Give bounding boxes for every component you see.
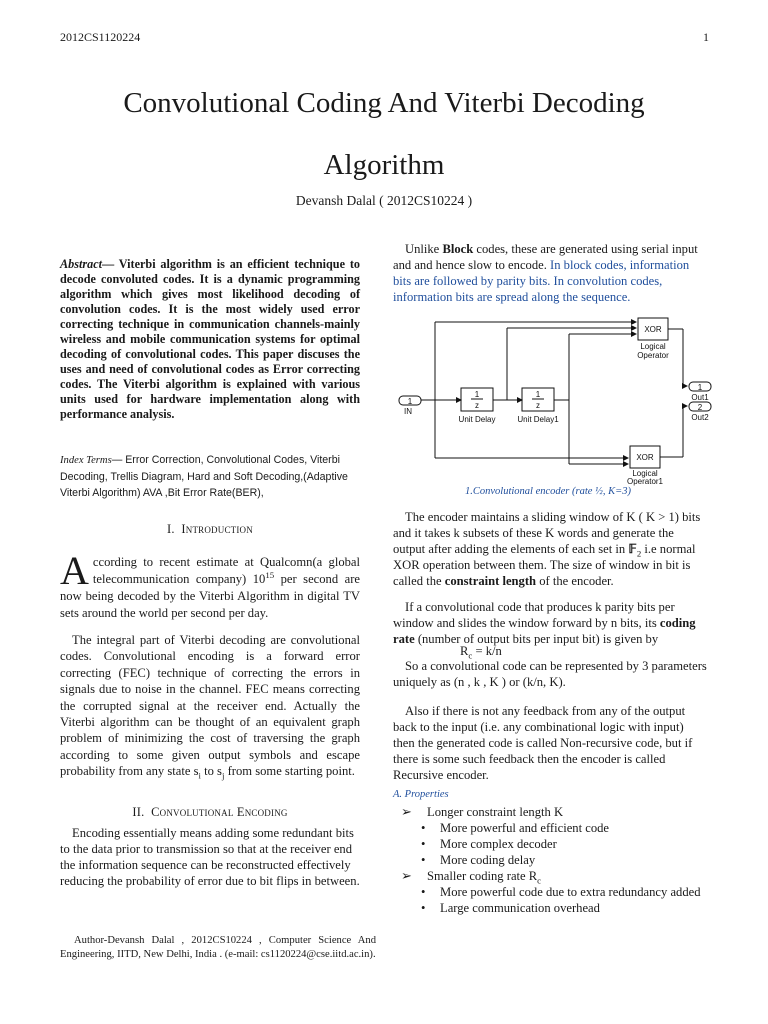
sliding-window-paragraph xyxy=(393,509,705,589)
properties-list xyxy=(393,804,713,916)
running-header: 2012CS1120224 xyxy=(60,30,141,44)
block-codes-paragraph xyxy=(393,241,705,305)
intro-text: to s xyxy=(200,764,222,779)
unit-delay-label: Unit Delay xyxy=(458,415,496,424)
figure-caption: 1.Convolutional encoder (rate ½, K=3) xyxy=(464,486,632,497)
subscript: i xyxy=(198,770,201,781)
subscript: c xyxy=(468,650,473,661)
intro-text: from some starting point. xyxy=(224,764,355,779)
text: (number of output bits per input bit) is given by xyxy=(414,632,659,646)
dot-bullet-icon: • xyxy=(421,885,426,899)
intro-paragraph-2 xyxy=(60,632,360,780)
index-terms-dash: — xyxy=(111,454,123,466)
list-item-text: Smaller coding rate R xyxy=(427,869,538,883)
intro-text: The integral part of Viterbi decoding are convolutional codes. Convolutional encoding is a forward error correcting (FEC) technique of correcting the errors in signals due to noise in the channel. FEC means correcting the corrupted signal at the receiver end. Actually the Viterbi algorithm can be thought of an equivalent graph problem of minimizing the cost of traversing the graph according to some given output symbols and escape probability from any state s xyxy=(60,633,360,779)
text: The encoder maintains a sliding window of K ( K > 1) bits and it takes k subsets of these K words and generate the output after adding the elements of each set in xyxy=(393,510,701,556)
drop-cap: A xyxy=(60,548,89,593)
encoder-diagram xyxy=(393,318,709,486)
abstract-text: Viterbi algorithm is an efficient technique to decode convoluted codes. It is a dynamic programming algorithm which gives most likelihood decoding of convolution codes. It is the most widely used error correcting technique in communication channels-mainly wireless and mobile communication systems for optimal decoding of convolutional codes. This paper discuses the uses and need of convolutional codes as Error correcting codes. The Viterbi algorithm is explained with various units used for hardware implementation along with performance analysis. xyxy=(60,257,360,421)
xor-label: XOR xyxy=(644,325,662,334)
operator-label: Logical xyxy=(640,342,666,351)
encoding-paragraph: Encoding essentially means adding some redundant bits to the data prior to transmission so that at the receiver end the information sequence can be reconstructed effectively reducing the probability of error due to bit flips in between. xyxy=(60,826,360,888)
superscript: 15 xyxy=(265,569,275,580)
text: i.e normal XOR operation between them. The size of window in bit is called the xyxy=(393,542,696,588)
subsection-heading-properties: A. Properties xyxy=(393,789,449,800)
index-terms-lead: Index Terms xyxy=(60,455,112,466)
abstract-dash: — xyxy=(101,257,115,271)
port-number: 1 xyxy=(697,383,703,392)
operator-label: Operator1 xyxy=(626,477,664,486)
list-item xyxy=(393,884,713,900)
dot-bullet-icon: • xyxy=(421,901,426,915)
section-number: I. xyxy=(167,522,175,536)
abstract xyxy=(60,257,360,422)
text: Unlike xyxy=(405,242,443,256)
list-item-text: More powerful code due to extra redundancy added xyxy=(440,885,701,899)
subscript: c xyxy=(537,875,542,886)
list-item-text: Longer constraint length K xyxy=(427,805,564,819)
section-title: Introduction xyxy=(181,522,253,536)
delay-numerator: 1 xyxy=(474,390,480,399)
xor-label: XOR xyxy=(636,453,654,462)
index-terms-text: Error Correction, Convolutional Codes, Viterbi Decoding, Trellis Diagram, Hard and Soft Decoding,(Adaptive Viterbi Algorithm) AVA ,Bit Error Rate(BER), xyxy=(60,454,348,499)
list-item xyxy=(393,900,713,916)
output-label: Out1 xyxy=(691,393,709,402)
section-heading-introduction xyxy=(60,522,360,537)
formula-text: = k/n xyxy=(472,644,502,658)
bold-term: coding rate xyxy=(393,616,696,646)
intro-text: ccording to recent estimate at Qualcomn(a global telecommunication company) 10 xyxy=(92,555,360,586)
field-symbol: 𝔽 xyxy=(628,542,637,556)
section-heading-encoding xyxy=(60,805,360,820)
coding-rate-paragraph xyxy=(393,599,705,647)
intro-paragraph-1 xyxy=(60,548,360,622)
parameters-paragraph: So a convolutional code can be represented by 3 parameters uniquely as (n , k , K ) or (k/n, K). xyxy=(393,659,707,689)
recursive-paragraph: Also if there is not any feedback from any of the output back to the input (i.e. any combinational logic with input) then the generated code is called Non-recursive code, but if there is some such feedback then the encoder is called Recursive encoder. xyxy=(393,704,693,782)
title-line-1: Convolutional Coding And Viterbi Decoding xyxy=(123,87,645,119)
page-number: 1 xyxy=(703,30,709,44)
output-label: Out2 xyxy=(691,413,709,422)
list-item-text: More powerful and efficient code xyxy=(440,821,610,835)
port-number: 1 xyxy=(407,397,413,406)
list-item-text: More coding delay xyxy=(440,853,536,867)
list-item xyxy=(393,852,713,868)
paper-title xyxy=(0,72,768,196)
author-footnote: Author-Devansh Dalal , 2012CS10224 , Computer Science And Engineering, IITD, New Delhi, India . (e-mail: cs1120224@cse.iitd.ac.in). xyxy=(60,935,376,960)
subscript: j xyxy=(221,770,225,781)
dot-bullet-icon: • xyxy=(421,853,426,867)
arrow-bullet-icon: ➢ xyxy=(401,868,412,883)
operator-label: Operator xyxy=(637,351,669,360)
intro-text: per second are now being decoded by the Viterbi Algorithm in digital TV sets around the world per second per day. xyxy=(60,572,360,620)
delay-numerator: 1 xyxy=(535,390,541,399)
author-line: Devansh Dalal ( 2012CS10224 ) xyxy=(295,193,473,208)
delay-denominator: z xyxy=(536,401,540,410)
subscript: 2 xyxy=(636,548,642,559)
arrow-bullet-icon: ➢ xyxy=(401,804,412,819)
bold-term: Block xyxy=(442,242,474,256)
abstract-lead: Abstract xyxy=(60,257,102,271)
formula-symbol: R xyxy=(460,644,469,658)
section-title: Convolutional Encoding xyxy=(151,805,288,819)
section-number: II. xyxy=(132,805,145,819)
list-item xyxy=(393,804,713,820)
text: of the encoder. xyxy=(536,574,614,588)
text: If a convolutional code that produces k parity bits per window and slides the window forward by n bits, its xyxy=(393,600,675,630)
delay-denominator: z xyxy=(475,401,479,410)
index-terms xyxy=(60,452,360,501)
operator-label: Logical xyxy=(632,469,658,478)
dot-bullet-icon: • xyxy=(421,837,426,851)
list-item-text: More complex decoder xyxy=(440,837,557,851)
bold-term: constraint length xyxy=(444,574,537,588)
coding-rate-formula xyxy=(460,643,502,659)
title-line-2: Algorithm xyxy=(323,149,445,181)
unit-delay1-label: Unit Delay1 xyxy=(517,415,559,424)
list-item-text: Large communication overhead xyxy=(440,901,600,915)
port-number: 2 xyxy=(697,403,703,412)
text: codes, these are generated using serial input and and hence slow to encode. xyxy=(393,242,698,272)
highlighted-text: In block codes, information bits are followed by parity bits. In convolution codes, information bits are spread along the sequence. xyxy=(393,258,690,304)
input-label: IN xyxy=(404,407,412,416)
list-item xyxy=(393,836,713,852)
dot-bullet-icon: • xyxy=(421,821,426,835)
list-item xyxy=(393,868,713,884)
list-item xyxy=(393,820,713,836)
